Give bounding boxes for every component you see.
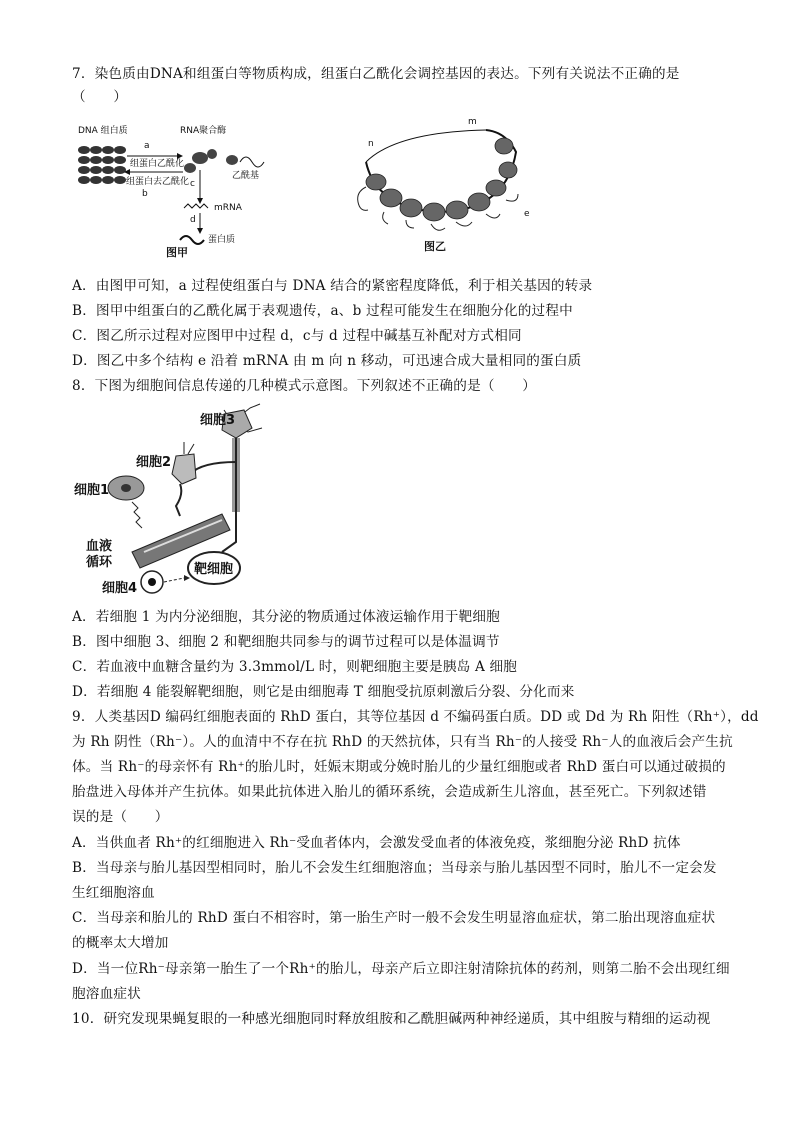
dna-strand-icon <box>240 157 264 167</box>
q9-option-b-line1: B．当母亲与胎儿基因型相同时，胎儿不会发生红细胞溶血；当母亲与胎儿基因型不同时，胎儿不一定会发 <box>72 860 717 876</box>
fig8-target: 靶细胞 <box>194 562 234 577</box>
q7-option-b: B．图甲中组蛋白的乙酰化属于表观遗传，a、b 过程可能发生在细胞分化的过程中 <box>72 303 573 319</box>
q9-option-d-line1: D．当一位Rh⁻母亲第一胎生了一个Rh⁺的胎儿，母亲产后立即注射清除抗体的药剂，则第二胎不会出现红细 <box>72 961 730 977</box>
q9-stem-line1: 9．人类基因D 编码红细胞表面的 RhD 蛋白，其等位基因 d 不编码蛋白质。DD 或 Dd 为 Rh 阳性（Rh⁺），dd <box>72 709 759 725</box>
fig-a-protein: 蛋白质 <box>208 235 236 245</box>
nucleosome-cluster-icon <box>78 146 126 184</box>
fig8-blood: 血液 <box>86 539 113 554</box>
q8-option-a: A．若细胞 1 为内分泌细胞，其分泌的物质通过体液运输作用于靶细胞 <box>72 609 500 625</box>
q9-stem-line2: 为 Rh 阴性（Rh⁻）。人的血清中不存在抗 RhD 的天然抗体，只有当 Rh⁻的人接受 Rh⁻人的血液后会产生抗 <box>72 734 733 750</box>
q7-stem-line1: 7．染色质由DNA和组蛋白等物质构成，组蛋白乙酰化会调控基因的表达。下列有关说法不正确的是 <box>72 66 680 82</box>
protein-icon <box>180 236 204 244</box>
fig-b-label-e: e <box>524 209 530 219</box>
q7-option-a: A．由图甲可知，a 过程使组蛋白与 DNA 结合的紧密程度降低，利于相关基因的转录 <box>72 278 593 294</box>
q7-figure-b <box>336 112 546 258</box>
q9-option-d-line2: 胞溶血症状 <box>72 986 141 1002</box>
q7-option-d: D．图乙中多个结构 e 沿着 mRNA 由 m 向 n 移动，可迅速合成大量相同的蛋白质 <box>72 353 582 369</box>
fig8-circulation: 循环 <box>86 555 113 570</box>
fig-a-dna-label: DNA 组白质 <box>78 126 128 136</box>
fig8-cell4: 细胞4 <box>102 581 138 596</box>
fig8-cell3: 细胞3 <box>200 413 236 428</box>
q9-stem-line3: 体。当 Rh⁻的母亲怀有 Rh⁺的胎儿时，妊娠末期或分娩时胎儿的少量红细胞或者 RhD 蛋白可以通过破损的 <box>72 759 726 775</box>
mrna-icon <box>184 204 208 208</box>
q9-option-b-line2: 生红细胞溶血 <box>72 885 155 901</box>
fig-a-label-c: c <box>190 179 195 189</box>
fig-b-caption: 图乙 <box>424 240 446 253</box>
neuron-cell2-icon <box>172 442 196 516</box>
fig-b-label-n: n <box>368 139 374 149</box>
q8-option-b: B．图中细胞 3、细胞 2 和靶细胞共同参与的调节过程可以是体温调节 <box>72 634 500 650</box>
q9-option-c-line2: 的概率太大增加 <box>72 935 169 951</box>
q9-option-c-line1: C．当母亲和胎儿的 RhD 蛋白不相容时，第一胎生产时一般不会发生明显溶血症状，第二胎出现溶血症状 <box>72 910 716 926</box>
fig-a-acetyl-group: 乙酰基 <box>232 171 260 181</box>
q8-stem: 8．下图为细胞间信息传递的几种模式示意图。下列叙述不正确的是（ ） <box>72 378 537 394</box>
q10-stem: 10．研究发现果蝇复眼的一种感光细胞同时释放组胺和乙酰胆碱两种神经递质，其中组胺与精细的运动视 <box>72 1011 711 1027</box>
q8-figure <box>72 402 272 598</box>
q9-stem-line5: 误的是（ ） <box>72 809 169 825</box>
q9-option-a: A．当供血者 Rh⁺的红细胞进入 Rh⁻受血者体内，会激发受血者的体液免疫，浆细胞分泌 RhD 抗体 <box>72 835 681 851</box>
fig-a-label-d: d <box>190 215 196 225</box>
q8-option-d: D．若细胞 4 能裂解靶细胞，则它是由细胞毒 T 细胞受抗原刺激后分裂、分化而来 <box>72 684 575 700</box>
fig8-cell2: 细胞2 <box>136 455 172 470</box>
fig-a-label-b: b <box>142 189 148 199</box>
fig-a-label-a: a <box>144 141 150 151</box>
rna-polymerase-icon <box>184 149 238 173</box>
fig-a-rna-pol: RNA聚合酶 <box>180 126 227 136</box>
q9-stem-line4: 胎盘进入母体并产生抗体。如果此抗体进入胎儿的循环系统，会造成新生儿溶血，甚至死亡。下列叙述错 <box>72 784 707 800</box>
fig-b-label-m: m <box>468 117 477 127</box>
fig8-cell1: 细胞1 <box>74 483 110 498</box>
q8-option-c: C．若血液中血糖含量约为 3.3mmol/L 时，则靶细胞主要是胰岛 A 细胞 <box>72 659 518 675</box>
fig-a-mrna: mRNA <box>214 203 242 213</box>
q7-stem-line2: （ ） <box>72 89 128 105</box>
q7-figure-a <box>72 118 292 258</box>
fig-a-deacetyl: 组蛋白去乙酰化 <box>126 177 190 187</box>
ribosome-icon <box>366 138 517 221</box>
fig-a-acetyl: 组蛋白乙酰化 <box>130 159 185 169</box>
signal-arrow-icon <box>132 502 142 528</box>
fig-a-caption: 图甲 <box>166 246 188 258</box>
q7-option-c: C．图乙所示过程对应图甲中过程 d，c与 d 过程中碱基互补配对方式相同 <box>72 328 522 344</box>
